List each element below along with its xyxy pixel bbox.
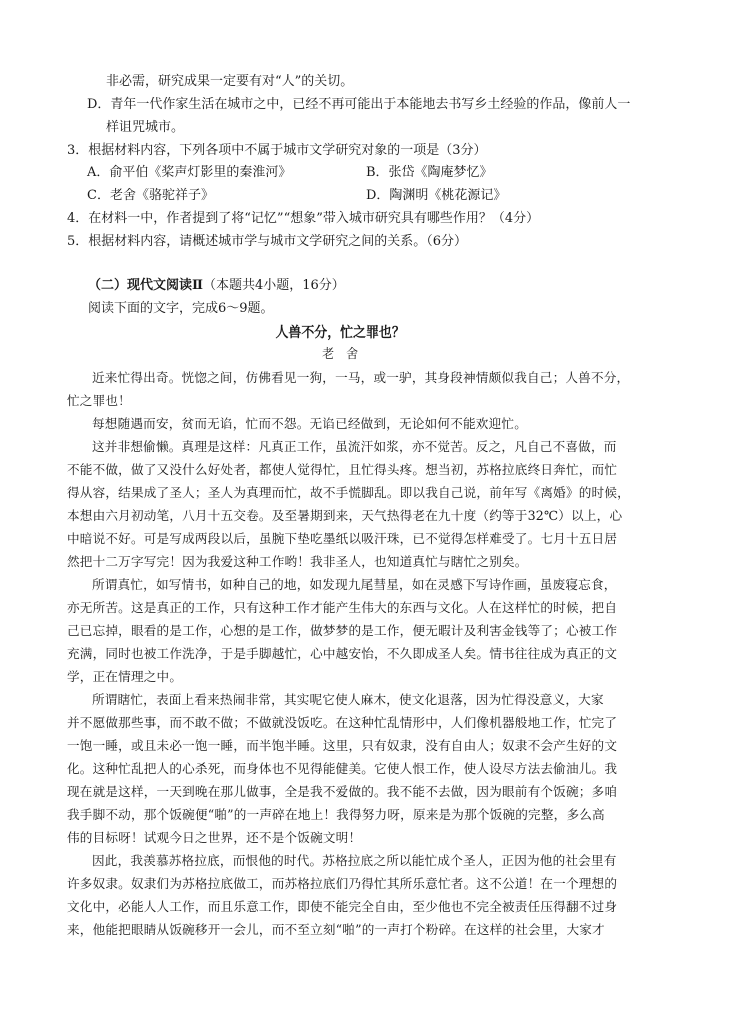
q2-tail-text: 非必需，研究成果一定要有对“人”的关切。 (106, 74, 354, 89)
paragraph-line: 忙之罪也！ (67, 393, 131, 408)
question-5: 5．根据材料内容，请概述城市学与城市文学研究之间的关系。（6分） (67, 234, 468, 249)
section-heading (88, 277, 345, 295)
essay-author: 老 舍 (322, 347, 359, 362)
q3-option-d: D．陶渊明《桃花源记》 (366, 188, 507, 203)
paragraph-line: 近来忙得出奇。恍惚之间，仿佛看见一狗，一马，或一驴，其身段神情颇似我自己；人兽不分， (92, 370, 630, 385)
paragraph-line: 亦无所苦。这是真正的工作，只有这种工作才能产生伟大的东西与文化。人在这样忙的时候，把自 (67, 600, 618, 615)
paragraph-line: 己已忘掉，眼看的是工作，心想的是工作，做梦梦的是工作，便无暇计及利害金钱等了；心被工作 (67, 623, 618, 638)
question-4: 4．在材料一中，作者提到了将“记忆”“想象”带入城市研究具有哪些作用？（4分） (67, 211, 540, 226)
q3-stem: 3．根据材料内容，下列各项中不属于城市文学研究对象的一项是（3分） (67, 143, 487, 158)
section-instruction: 阅读下面的文字，完成6～9题。 (88, 301, 274, 316)
paragraph-line: 因此，我羡慕苏格拉底，而恨他的时代。苏格拉底之所以能忙成个圣人，正因为他的社会里有 (92, 853, 617, 868)
section-heading-rest: （本题共4小题，16分） (202, 278, 345, 293)
section-heading-bold: （二）现代文阅读Ⅱ (88, 278, 203, 293)
paragraph-line: 来，他能把眼睛从饭碗移开一会儿，而不至立刻“啪”的一声打个粉碎。在这样的社会里，大家才 (67, 922, 605, 937)
q3-option-a: A．俞平伯《桨声灯影里的秦淮河》 (87, 165, 292, 180)
paragraph-line: 这并非想偷懒。真理是这样：凡真正工作，虽流汗如浆，亦不觉苦。反之，凡自己不喜做，而 (92, 439, 617, 454)
paragraph-line: 中暗说不好。可是写成两段以后，虽腕下垫吃墨纸以吸汗珠，已不觉得怎样难受了。七月十五日居 (67, 531, 618, 546)
q2-option-d-line-1: D．青年一代作家生活在城市之中，已经不再可能出于本能地去书写乡土经验的作品，像前人一 (87, 97, 631, 112)
paragraph-line: 充满，同时也被工作洗净，于是手脚越忙，心中越安怡，不久即成圣人矣。情书往往成为真正的文 (67, 646, 618, 661)
paragraph-line: 每想随遇而安，贫而无谄，忙而不怨。无谄已经做到，无论如何不能欢迎忙。 (92, 416, 527, 431)
paragraph-line: 并不愿做那些事，而不敢不做；不做就没饭吃。在这种忙乱情形中，人们像机器般地工作，忙完了 (67, 715, 618, 730)
paragraph-line: 然把十二万字写完！因为我爱这种工作哟！我非圣人，也知道真忙与瞎忙之别矣。 (67, 554, 528, 569)
q3-option-b: B．张岱《陶庵梦忆》 (366, 165, 493, 180)
paragraph-line: 所谓瞎忙，表面上看来热闹非常，其实呢它使人麻木，使文化退落，因为忙得没意义，大家 (92, 692, 604, 707)
paragraph-line: 许多奴隶。奴隶们为苏格拉底做工，而苏格拉底们乃得忙其所乐意忙者。这不公道！在一个理想的 (67, 876, 618, 891)
paragraph-line: 不能不做，做了又没什么好处者，都使人觉得忙，且忙得头疼。想当初，苏格拉底终日奔忙，而忙 (67, 462, 618, 477)
paragraph-line: 伟的目标呀！试观今日之世界，还不是个饭碗文明！ (67, 830, 362, 845)
paragraph-line: 化。这种忙乱把人的心杀死，而身体也不见得能健美。它使人恨工作，使人设尽方法去偷油儿。我 (67, 761, 618, 776)
paragraph-line: 得从容，结果成了圣人；圣人为真理而忙，故不手慌脚乱。即以我自己说，前年写《离婚》的时候， (67, 485, 630, 500)
paragraph-line: 文化中，必能人人工作，而且乐意工作，即使不能完全自由，至少他也不完全被责任压得翻不过身 (67, 899, 618, 914)
paragraph-line: 现在就是这样，一天到晚在那儿做事，全是我不爱做的。我不能不去做，因为眼前有个饭碗；多咱 (67, 784, 618, 799)
paragraph-line: 我手脚不动，那个饭碗便“啪”的一声碎在地上！我得努力呀，原来是为那个饭碗的完整，多么高 (67, 807, 605, 822)
essay-title: 人兽不分，忙之罪也？ (275, 325, 405, 341)
paragraph-line: 所谓真忙，如写情书，如种自己的地，如发现九尾彗星，如在灵感下写诗作画，虽废寝忘食， (92, 577, 617, 592)
paragraph-line: 学，正在情理之中。 (67, 669, 183, 684)
q3-option-c: C．老舍《骆驼祥子》 (87, 188, 214, 203)
paragraph-line: 本想由六月初动笔，八月十五交卷。及至暑期到来，天气热得老在九十度（约等于32℃）以上，心 (67, 508, 623, 523)
q2-option-d-line-2: 样诅咒城市。 (106, 120, 185, 135)
paragraph-line: 一饱一睡，或且未必一饱一睡，而半饱半睡。这里，只有奴隶，没有自由人；奴隶不会产生好的文 (67, 738, 618, 753)
